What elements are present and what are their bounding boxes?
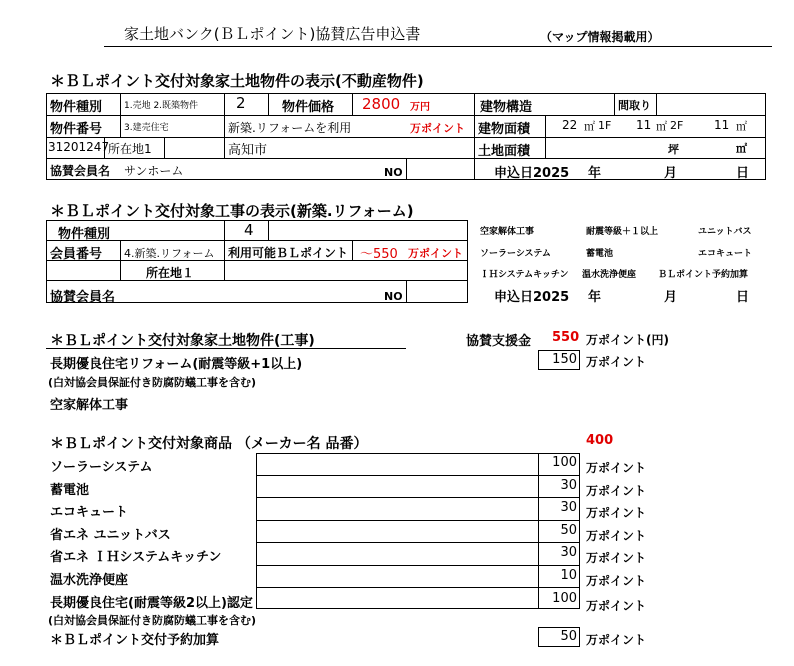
product-toilet-value[interactable]: 10: [560, 568, 577, 583]
year-label: 年: [588, 290, 602, 305]
sqm-unit: ㎡: [584, 120, 595, 133]
property-type-options: 1.売地 2.既築物件: [124, 101, 199, 111]
no-label: NO: [384, 290, 403, 303]
no-label: NO: [384, 166, 403, 179]
member-name-label: 協賛会員名: [50, 164, 111, 178]
day-label: 日: [736, 290, 750, 305]
price-unit: 万円: [410, 102, 430, 113]
month-label: 月: [664, 290, 678, 305]
available-points-unit: 万ポイント: [408, 247, 463, 260]
price-value[interactable]: 2800: [362, 95, 401, 113]
structure-label: 建物構造: [480, 100, 533, 115]
points-unit: 万ポイント: [586, 484, 647, 498]
title-underline: [104, 46, 772, 47]
available-points-value[interactable]: ～550: [360, 247, 398, 262]
area-1f[interactable]: 22: [562, 118, 578, 132]
section3-heading: ＊ＢＬポイント交付対象家土地物件(工事): [50, 333, 315, 349]
product-note: (白対協会員保証付き防腐防蟻工事を含む): [48, 614, 257, 627]
reservation-value[interactable]: 50: [560, 629, 577, 644]
area-2f[interactable]: 11: [636, 118, 652, 132]
member-name-value[interactable]: サンホーム: [124, 164, 184, 178]
product-unitbath-value[interactable]: 50: [560, 523, 577, 538]
floor-1f-label: 1F: [598, 119, 612, 132]
option-3: 3.建売住宅: [124, 123, 169, 133]
month-label: 月: [664, 166, 678, 181]
support-value: 550: [552, 330, 580, 345]
area-total[interactable]: 11: [714, 118, 730, 132]
reform-points-unit: 万ポイント: [410, 122, 465, 135]
points-unit: 万ポイント: [586, 599, 647, 613]
tsubo-unit: 坪: [668, 143, 679, 156]
layout-label: 間取り: [618, 99, 651, 112]
points-unit: 万ポイント: [586, 633, 647, 647]
product-battery-value[interactable]: 30: [560, 478, 577, 493]
work-solar: ソーラーシステム: [480, 249, 551, 259]
price-label: 物件価格: [282, 100, 335, 115]
member-number-label: 会員番号: [50, 247, 103, 262]
points-unit: 万ポイント: [586, 506, 647, 520]
building-area-label: 建物面積: [478, 122, 531, 137]
support-label: 協賛支援金: [466, 334, 532, 349]
item-long-term-reform: 長期優良住宅リフォーム(耐震等級+1以上): [50, 357, 303, 372]
products-total: 400: [586, 433, 614, 448]
products-table: [256, 453, 580, 609]
item-note: (白対協会員保証付き防腐防蟻工事を含む): [48, 376, 257, 389]
year-label: 年: [588, 166, 602, 181]
item-long-term-reform-value[interactable]: 150: [552, 352, 577, 367]
page-title: 家土地バンク(ＢＬポイント)協賛広告申込書: [124, 25, 421, 43]
reservation-label: ＊ＢＬポイント交付予約加算: [50, 633, 220, 648]
property-type-label: 物件種別: [50, 100, 103, 115]
product-long-term-cert-value[interactable]: 100: [552, 591, 577, 606]
product-ih-kitchen: 省エネ ＩＨシステムキッチン: [50, 550, 222, 565]
product-long-term-cert: 長期優良住宅(耐震等級2以上)認定: [50, 596, 253, 611]
section2-heading: ＊ＢＬポイント交付対象工事の表示(新築.リフォーム): [50, 202, 414, 220]
floor-2f-label: 2F: [670, 119, 684, 132]
location-value[interactable]: 高知市: [228, 143, 268, 158]
property-number-value[interactable]: 31201247: [48, 140, 110, 154]
work-seismic: 耐震等級＋１以上: [586, 227, 659, 237]
product-ecocute-value[interactable]: 30: [560, 500, 577, 515]
points-unit: 万ポイント: [586, 461, 647, 475]
points-unit: 万ポイント: [586, 355, 647, 369]
section4-heading: ＊ＢＬポイント交付対象商品 （メーカー名 品番）: [50, 436, 368, 452]
member-name-label: 協賛会員名: [50, 290, 116, 305]
item-demolition: 空家解体工事: [50, 398, 129, 413]
product-solar-value[interactable]: 100: [552, 455, 577, 470]
work-ih-kitchen: ＩＨシステムキッチン: [480, 270, 569, 280]
property-number-label: 物件番号: [50, 122, 103, 137]
product-unitbath: 省エネ ユニットバス: [50, 528, 171, 543]
product-solar: ソーラーシステム: [50, 460, 153, 475]
support-unit: 万ポイント(円): [586, 333, 669, 347]
product-ih-kitchen-value[interactable]: 30: [560, 545, 577, 560]
application-date-label: 申込日2025: [494, 290, 570, 305]
work-type-value[interactable]: 4: [244, 221, 254, 239]
points-unit: 万ポイント: [586, 529, 647, 543]
work-type-label: 物件種別: [58, 227, 111, 242]
available-points-label: 利用可能ＢＬポイント: [228, 246, 349, 260]
work-reservation: ＢＬポイント予約加算: [658, 270, 749, 280]
product-ecocute: エコキュート: [50, 505, 129, 520]
reform-label: 新築.リフォームを利用: [228, 121, 352, 135]
section1-heading: ＊ＢＬポイント交付対象家土地物件の表示(不動産物件): [50, 72, 424, 90]
land-area-label: 土地面積: [478, 144, 531, 159]
product-battery: 蓄電池: [50, 483, 90, 498]
location-1-label: 所在地１: [146, 266, 195, 280]
property-type-value[interactable]: 2: [236, 94, 246, 112]
work-unitbath: ユニットバス: [698, 227, 752, 237]
section3-underline: [46, 348, 406, 349]
option-4: 4.新築.リフォーム: [124, 247, 215, 260]
sqm-unit: ㎡: [736, 120, 747, 133]
location-label: 所在地1: [108, 142, 152, 156]
points-unit: 万ポイント: [586, 574, 647, 588]
day-label: 日: [736, 166, 750, 181]
application-date-label: 申込日2025: [494, 166, 570, 181]
sqm-unit: ㎡: [656, 120, 667, 133]
page-subtitle: （マップ情報掲載用）: [540, 30, 660, 44]
work-ecocute: エコキュート: [698, 249, 753, 259]
product-toilet: 温水洗浄便座: [50, 573, 129, 588]
work-battery: 蓄電池: [586, 249, 614, 259]
work-demolition: 空家解体工事: [480, 227, 535, 237]
points-unit: 万ポイント: [586, 551, 647, 565]
work-toilet: 温水洗浄便座: [582, 270, 637, 280]
sqm-unit: ㎡: [736, 142, 747, 155]
